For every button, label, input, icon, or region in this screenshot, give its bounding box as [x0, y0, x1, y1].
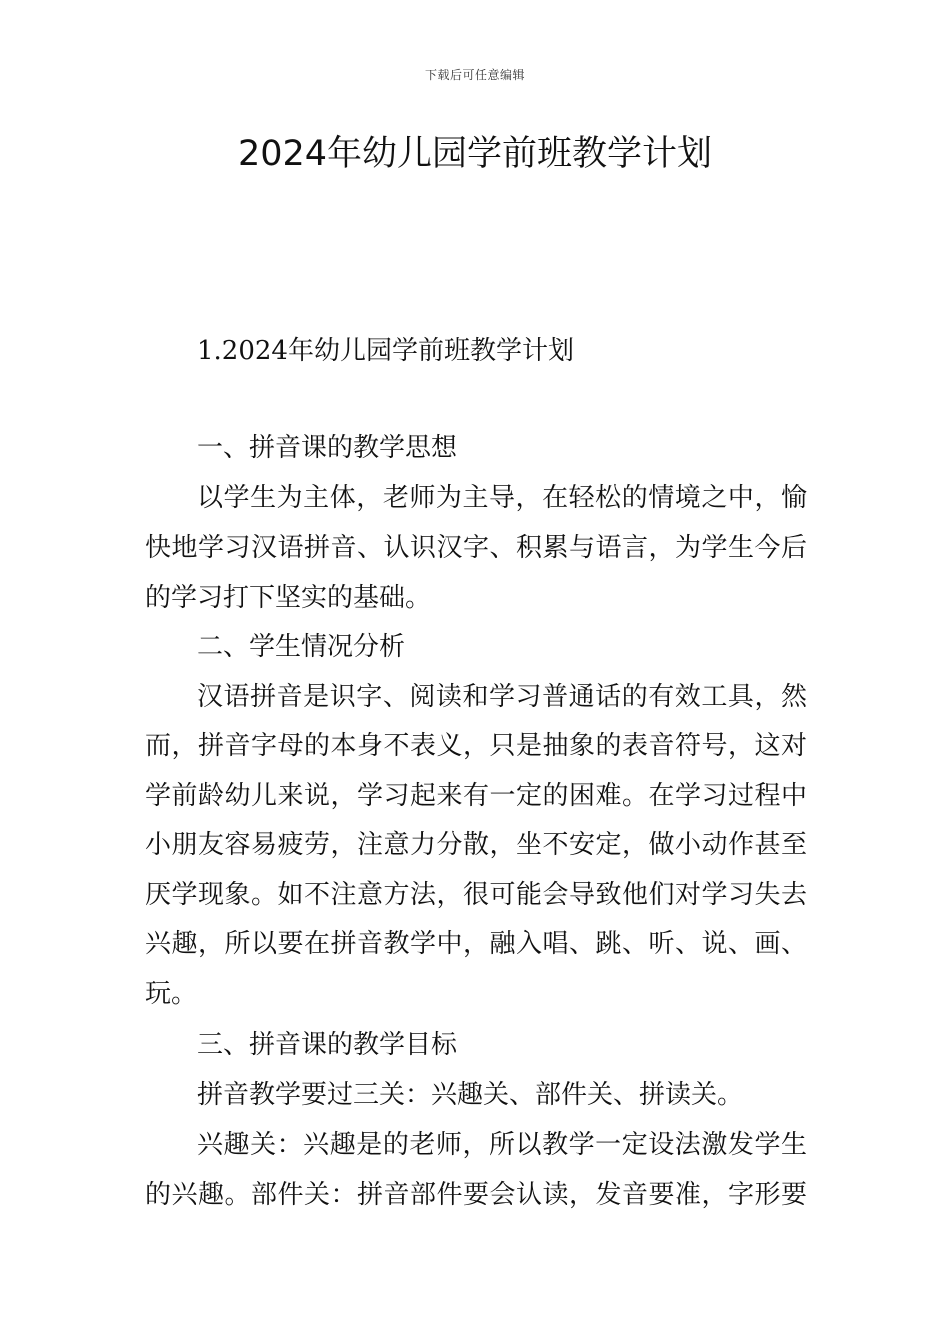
- paragraph-line: 兴趣关：兴趣是的老师，所以教学一定设法激发学生: [197, 1130, 807, 1160]
- paragraph-line: 小朋友容易疲劳，注意力分散，坐不安定，做小动作甚至: [145, 830, 807, 860]
- paragraph-line: 而，拼音字母的本身不表义，只是抽象的表音符号，这对: [145, 731, 807, 761]
- paragraph-line: 拼音教学要过三关：兴趣关、部件关、拼读关。: [197, 1080, 744, 1110]
- paragraph-line: 兴趣，所以要在拼音教学中，融入唱、跳、听、说、画、: [145, 929, 807, 959]
- section-heading: 一、拼音课的教学思想: [197, 433, 458, 463]
- paragraph-line: 的学习打下坚实的基础。: [145, 583, 432, 613]
- paragraph-line: 的兴趣。部件关：拼音部件要会认读，发音要准，字形要: [145, 1180, 807, 1210]
- paragraph-line: 快地学习汉语拼音、认识汉字、积累与语言，为学生今后: [145, 533, 807, 563]
- section-heading: 三、拼音课的教学目标: [197, 1030, 458, 1060]
- document-title: 2024年幼儿园学前班教学计划: [237, 134, 713, 174]
- paragraph-line: 玩。: [145, 979, 198, 1009]
- paragraph-line: 厌学现象。如不注意方法，很可能会导致他们对学习失去: [145, 880, 807, 910]
- paragraph-line: 学前龄幼儿来说，学习起来有一定的困难。在学习过程中: [145, 781, 807, 811]
- section-heading: 二、学生情况分析: [197, 632, 406, 662]
- paragraph-line: 以学生为主体，老师为主导，在轻松的情境之中，愉: [197, 483, 807, 513]
- section-heading: 1.2024年幼儿园学前班教学计划: [197, 336, 574, 366]
- paragraph-line: 汉语拼音是识字、阅读和学习普通话的有效工具，然: [197, 682, 807, 712]
- header-note: 下载后可任意编辑: [424, 68, 525, 82]
